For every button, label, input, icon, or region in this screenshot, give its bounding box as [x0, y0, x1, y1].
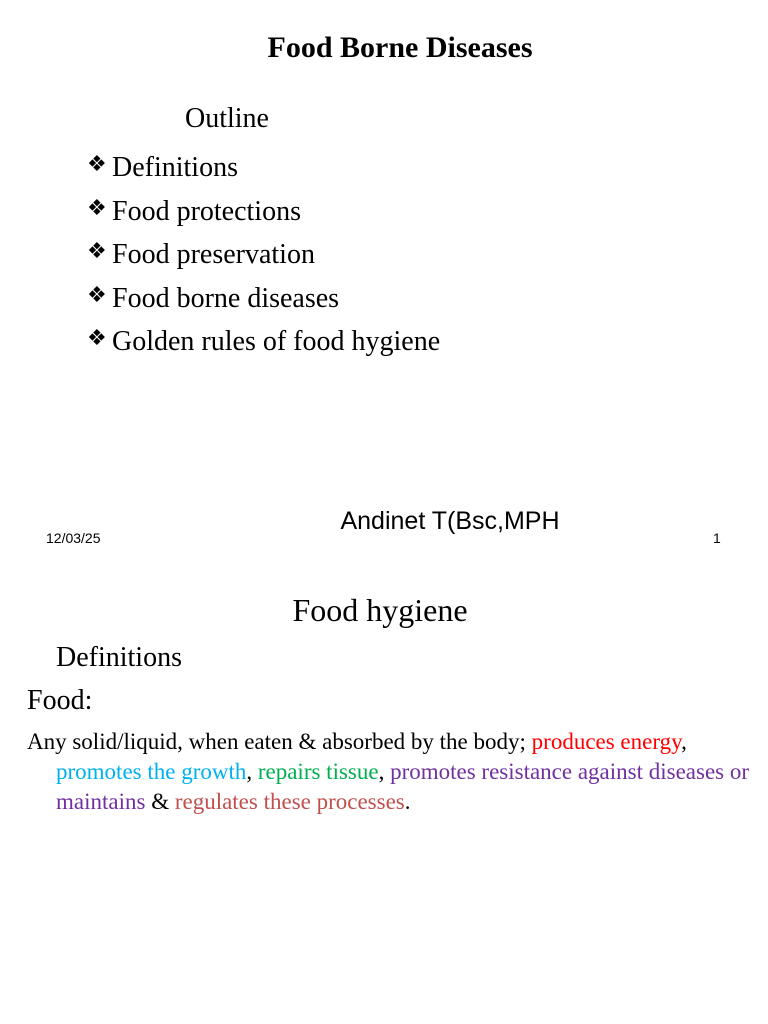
food-term-label: Food: [27, 685, 93, 716]
slide-title: Food hygiene [292, 592, 468, 628]
definition-resistance: promotes resistance against diseases or maintains [56, 759, 750, 814]
definition-end: . [404, 789, 411, 814]
list-item-label: Definitions [112, 152, 238, 183]
definitions-heading: Definitions [56, 642, 182, 673]
list-item [87, 317, 440, 361]
diamond-bullet-icon: ❖ [87, 326, 107, 351]
list-item-label: Food preservation [112, 239, 315, 270]
slide-title: Food Borne Diseases [267, 31, 533, 64]
definition-intro: Any solid/liquid, when eaten & absorbed by the body; [27, 729, 532, 754]
diamond-bullet-icon: ❖ [87, 195, 107, 221]
list-item-label: Food protections [112, 195, 301, 227]
outline-list [87, 143, 440, 361]
diamond-bullet-icon: ❖ [87, 282, 107, 308]
list-item [87, 230, 440, 274]
list-item-label: Golden rules of food hygiene [112, 326, 441, 357]
definition-repair: repairs tissue [257, 759, 379, 784]
list-item [87, 187, 440, 231]
outline-heading: Outline [185, 103, 269, 134]
slide-date: 12/03/25 [46, 530, 101, 546]
definition-separator: , [378, 759, 391, 784]
list-item-label: Food borne diseases [112, 282, 340, 314]
definition-regulates: regulates these processes [174, 789, 405, 814]
definition-energy: produces energy [531, 729, 682, 754]
definition-separator: , [246, 759, 258, 784]
food-definition-paragraph [27, 727, 756, 817]
slide-2 [0, 560, 768, 1024]
definition-separator: , [681, 729, 687, 754]
page-number: 1 [713, 530, 721, 546]
list-item [87, 274, 440, 318]
author-name: Andinet T(Bsc,MPH [340, 507, 560, 535]
definition-separator: & [145, 789, 175, 814]
diamond-bullet-icon: ❖ [87, 152, 107, 177]
definition-growth: promotes the growth [56, 759, 247, 784]
list-item [87, 143, 440, 187]
diamond-bullet-icon: ❖ [87, 239, 107, 264]
